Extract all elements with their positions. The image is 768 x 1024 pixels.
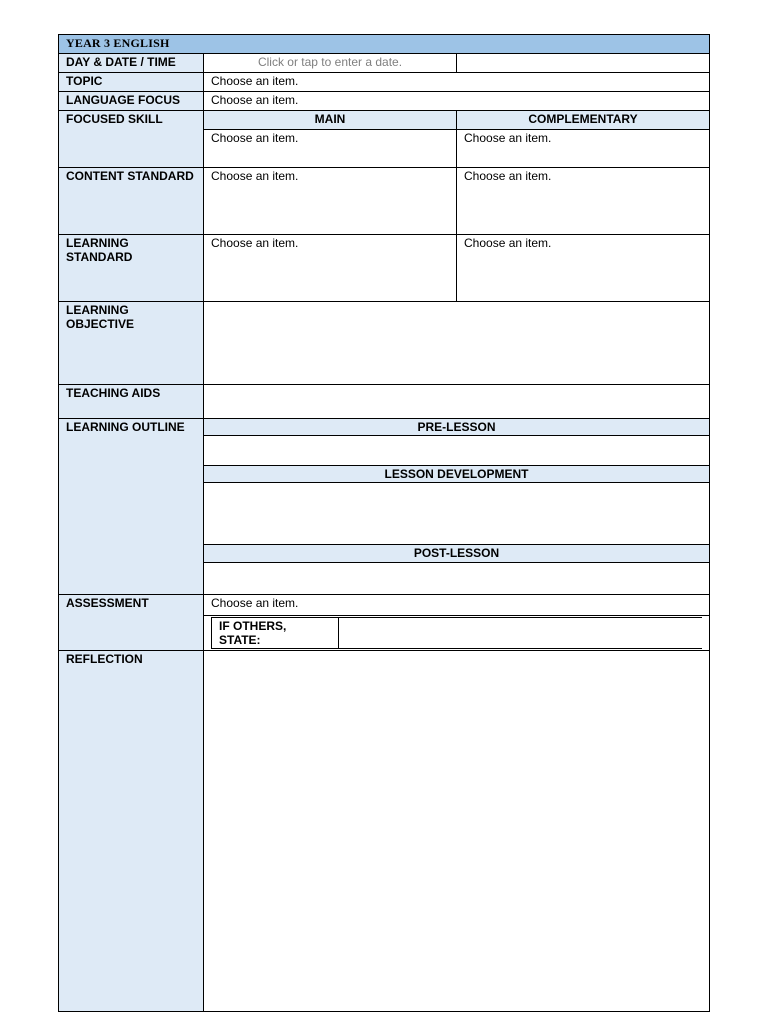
post-lesson-field[interactable] [204, 563, 710, 595]
learning-objective-field[interactable] [204, 302, 710, 385]
reflection-field[interactable] [204, 651, 710, 1012]
main-column-header: MAIN [204, 111, 457, 130]
date-placeholder: Click or tap to enter a date. [257, 55, 403, 69]
learning-objective-label: LEARNING OBJECTIVE [59, 302, 204, 385]
language-focus-dropdown[interactable]: Choose an item. [204, 92, 710, 111]
others-inner-table [211, 617, 702, 649]
learning-outline-label: LEARNING OUTLINE [59, 419, 204, 595]
reflection-label: REFLECTION [59, 651, 204, 1012]
focused-skill-main-dropdown[interactable]: Choose an item. [204, 130, 457, 168]
teaching-aids-label: TEACHING AIDS [59, 385, 204, 419]
focused-skill-label: FOCUSED SKILL [59, 111, 204, 168]
lesson-plan-table [58, 34, 710, 1012]
content-standard-main-dropdown[interactable]: Choose an item. [204, 168, 457, 235]
learning-standard-complementary-dropdown[interactable]: Choose an item. [457, 235, 710, 302]
day-date-time-label: DAY & DATE / TIME [59, 54, 204, 73]
pre-lesson-field[interactable] [204, 436, 710, 466]
others-state-field[interactable] [339, 618, 703, 649]
others-row [204, 616, 710, 651]
assessment-dropdown[interactable]: Choose an item. [204, 595, 710, 616]
lesson-development-header: LESSON DEVELOPMENT [204, 466, 710, 483]
learning-standard-label: LEARNING STANDARD [59, 235, 204, 302]
pre-lesson-header: PRE-LESSON [204, 419, 710, 436]
date-picker-field[interactable] [204, 54, 457, 73]
complementary-column-header: COMPLEMENTARY [457, 111, 710, 130]
content-standard-complementary-dropdown[interactable]: Choose an item. [457, 168, 710, 235]
teaching-aids-field[interactable] [204, 385, 710, 419]
content-standard-label: CONTENT STANDARD [59, 168, 204, 235]
focused-skill-complementary-dropdown[interactable]: Choose an item. [457, 130, 710, 168]
if-others-state-label: IF OTHERS, STATE: [212, 618, 339, 649]
topic-label: TOPIC [59, 73, 204, 92]
topic-dropdown[interactable]: Choose an item. [204, 73, 710, 92]
language-focus-label: LANGUAGE FOCUS [59, 92, 204, 111]
assessment-label: ASSESSMENT [59, 595, 204, 651]
lesson-development-field[interactable] [204, 483, 710, 545]
learning-standard-main-dropdown[interactable]: Choose an item. [204, 235, 457, 302]
page-title: YEAR 3 ENGLISH [59, 35, 710, 54]
post-lesson-header: POST-LESSON [204, 545, 710, 563]
time-field[interactable] [457, 54, 710, 73]
